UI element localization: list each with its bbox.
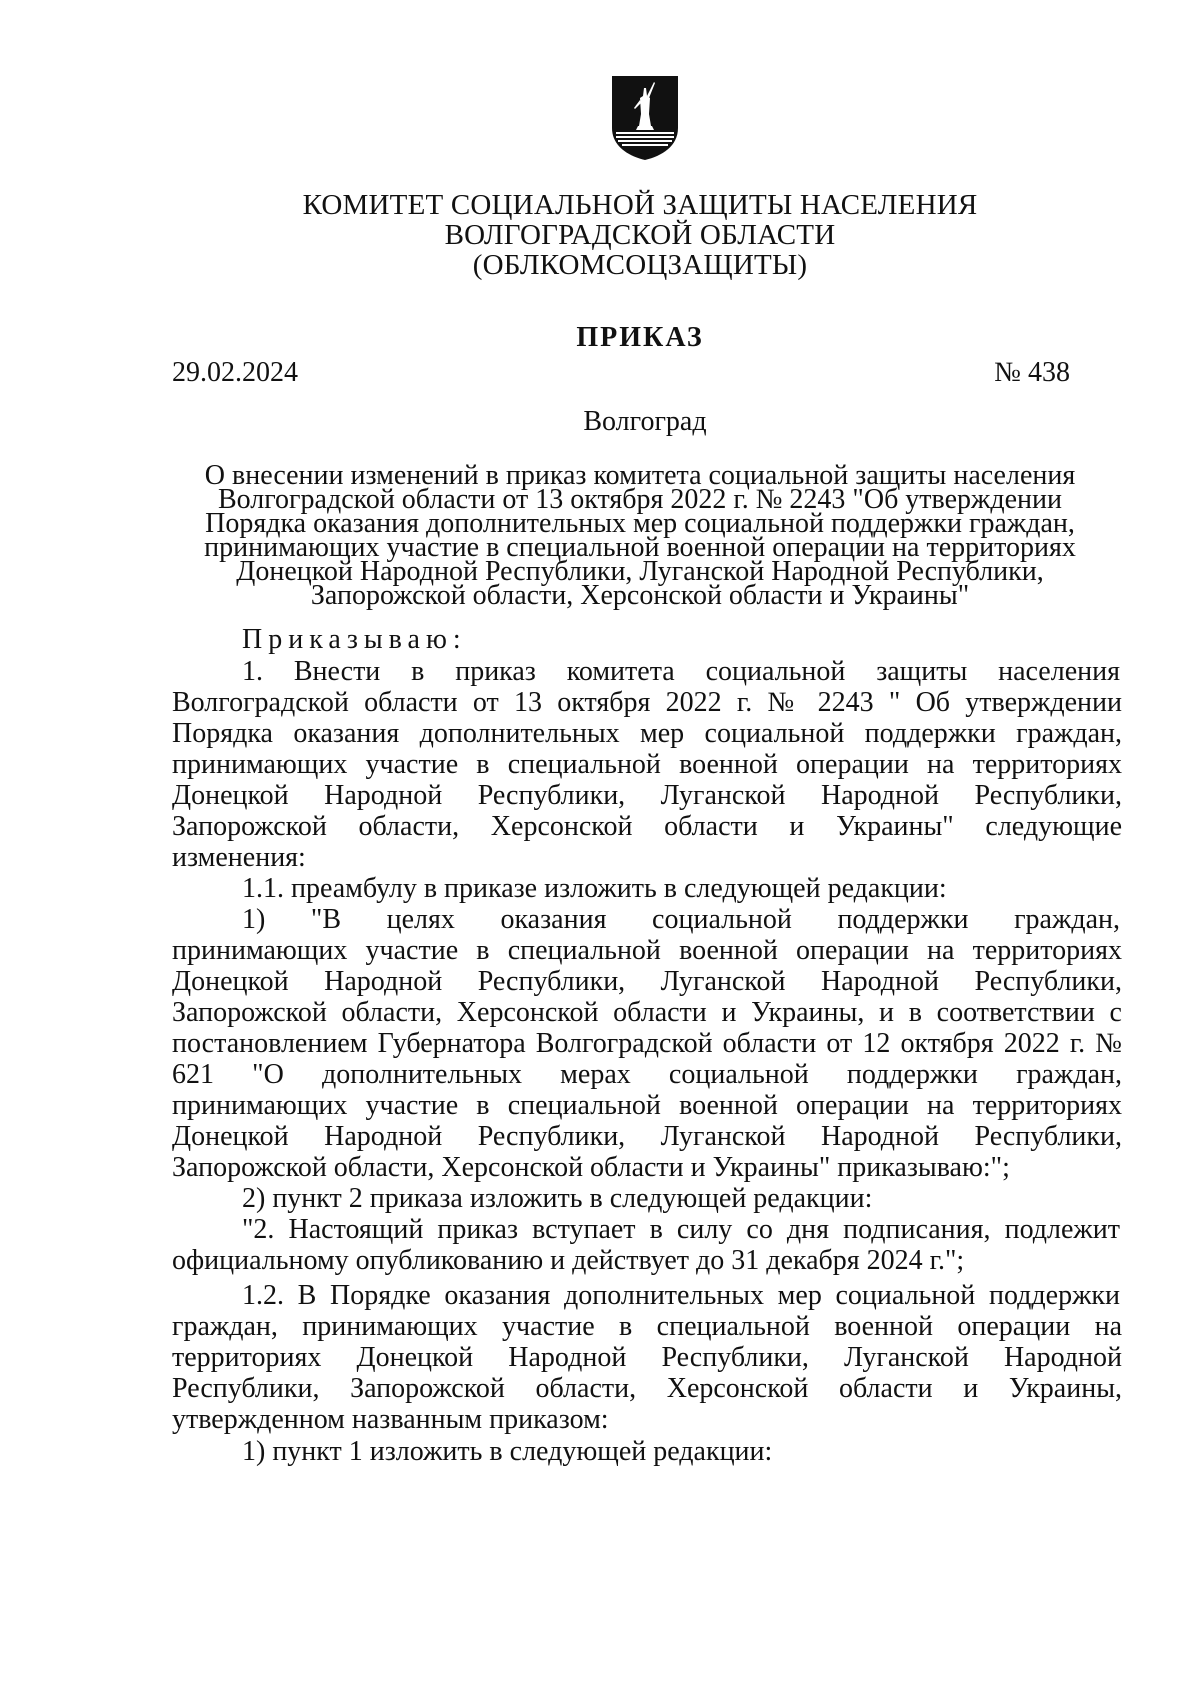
body-line: принимающих участие в специальной военной операции на территориях (172, 935, 1122, 966)
body-line: Запорожской области, Херсонской области и Украины" следующие (172, 811, 1122, 842)
subject-line: Запорожской области, Херсонской области и Украины" (310, 580, 970, 611)
body-line: официальному опубликованию и действует до 31 декабря 2024 г."; (172, 1245, 965, 1276)
document-subject (190, 460, 1090, 611)
body-line: граждан, принимающих участие в специальной военной операции на (172, 1311, 1122, 1342)
body-line: Республики, Запорожской области, Херсонской области и Украины, (172, 1373, 1122, 1404)
body-line: принимающих участие в специальной военной операции на территориях (172, 1090, 1122, 1121)
body-line: Донецкой Народной Республики, Луганской Народной Республики, (172, 966, 1122, 997)
body-line: 1) "В целях оказания социальной поддержки граждан, (242, 904, 1120, 935)
document-type-title: ПРИКАЗ (576, 322, 704, 353)
body-line: 1.2. В Порядке оказания дополнительных мер социальной поддержки (242, 1280, 1120, 1311)
subject-line: Волгоградской области от 13 октября 2022 г. № 2243 "Об утверждении (217, 484, 1063, 515)
body-line: Запорожской области, Херсонской области и Украины" приказываю:"; (172, 1152, 1010, 1183)
org-line: ВОЛГОГРАДСКОЙ ОБЛАСТИ (444, 219, 836, 251)
body-line: 621 "О дополнительных мерах социальной поддержки граждан, (172, 1059, 1122, 1090)
document-city: Волгоград (583, 406, 707, 437)
document-number: № 438 (994, 357, 1070, 388)
body-line: Порядка оказания дополнительных мер социальной поддержки граждан, (172, 718, 1122, 749)
orders-word: Приказываю: (242, 624, 467, 655)
body-line: Запорожской области, Херсонской области и Украины, и в соответствии с (172, 997, 1122, 1028)
organization-name (250, 190, 1030, 280)
document-date: 29.02.2024 (172, 357, 298, 388)
body-line: "2. Настоящий приказ вступает в силу со дня подписания, подлежит (242, 1214, 1120, 1245)
body-line: территориях Донецкой Народной Республики, Луганской Народной (172, 1342, 1122, 1373)
body-line: Донецкой Народной Республики, Луганской Народной Республики, (172, 1121, 1122, 1152)
body-line: 1. Внести в приказ комитета социальной защиты населения (242, 656, 1120, 687)
body-line: 1) пункт 1 изложить в следующей редакции: (242, 1436, 773, 1467)
subject-line: Порядка оказания дополнительных мер социальной поддержки граждан, (205, 508, 1075, 539)
subject-line: Донецкой Народной Республики, Луганской Народной Республики, (236, 556, 1044, 587)
body-line: Волгоградской области от 13 октября 2022 г. № 2243 " Об утверждении (172, 687, 1122, 718)
body-line: принимающих участие в специальной военной операции на территориях (172, 749, 1122, 780)
volgograd-coat-of-arms-icon (610, 74, 680, 162)
body-line: 2) пункт 2 приказа изложить в следующей редакции: (242, 1183, 873, 1214)
body-line: утвержденном названным приказом: (172, 1404, 609, 1435)
body-line: 1.1. преамбулу в приказе изложить в следующей редакции: (242, 873, 947, 904)
body-line: постановлением Губернатора Волгоградской области от 12 октября 2022 г. № (172, 1028, 1122, 1059)
org-line: КОМИТЕТ СОЦИАЛЬНОЙ ЗАЩИТЫ НАСЕЛЕНИЯ (302, 189, 978, 221)
subject-line: О внесении изменений в приказ комитета социальной защиты населения (204, 460, 1076, 491)
subject-line: принимающих участие в специальной военной операции на территориях (204, 532, 1076, 563)
org-line: (ОБЛКОМСОЦЗАЩИТЫ) (472, 249, 808, 281)
body-line: Донецкой Народной Республики, Луганской Народной Республики, (172, 780, 1122, 811)
body-line: изменения: (172, 842, 306, 873)
